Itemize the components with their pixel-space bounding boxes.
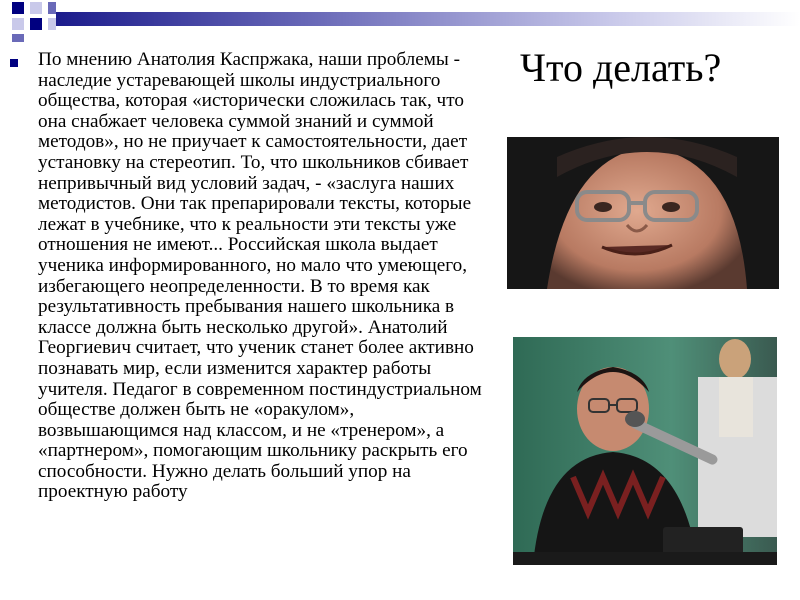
body-text: По мнению Анатолия Каспржака, наши проблемы - наследие устаревающей школы индустриального общества, которая «исторически сложилась так, что она снабжает человека суммой знаний и суммой методов», но не приучает к самостоятельности, дает установку на стереотип. То, что школьников сбивает непривычный вид условий задач, - «заслуга наших методистов. Они так препарировали тексты, которые лежат в учебнике, что к реальности эти тексты уже отношения не имеют... Российская школа выдает ученика информированного, но мало что умеющего, избегающего неопределенности. В то время как результативность пребывания нашего школьника в классе должна быть несколько другой». Анатолий Георгиевич считает, что ученик станет более активно познавать мир, если изменится характер работы учителя. Педагог в современном постиндустриальном обществе должен быть не «оракулом», возвышающимся над классом, и не «тренером», а «партнером», помогающим школьнику раскрыть его способности. Нужно делать больший упор на проектную работу xyxy=(38,49,482,503)
portrait-closeup-image xyxy=(507,137,779,289)
body-bullet xyxy=(10,50,485,503)
deco-square xyxy=(48,18,56,30)
speaker-image xyxy=(513,337,777,565)
portrait-photo xyxy=(507,137,779,289)
deco-square xyxy=(12,34,24,42)
bullet-square-icon xyxy=(10,59,18,67)
deco-square xyxy=(48,2,56,14)
deco-square xyxy=(12,18,24,30)
speaker-photo xyxy=(513,337,777,565)
deco-square xyxy=(12,2,24,14)
deco-square xyxy=(30,18,42,30)
header-gradient-bar xyxy=(56,12,800,26)
deco-square xyxy=(30,2,42,14)
slide-title: Что делать? xyxy=(520,45,722,90)
